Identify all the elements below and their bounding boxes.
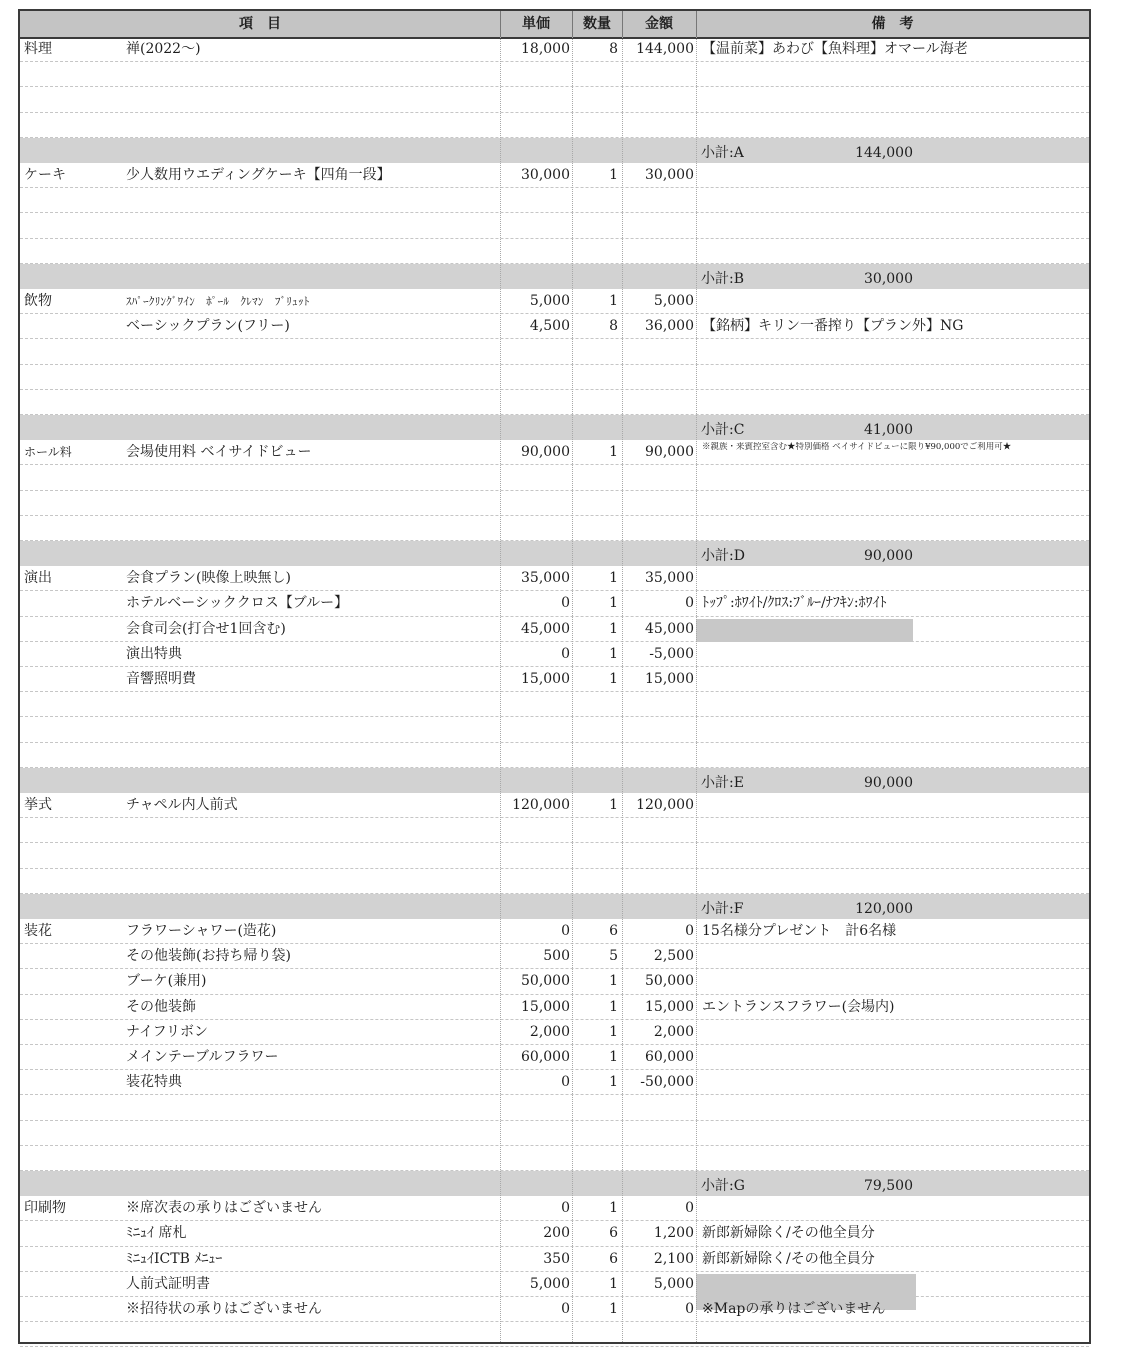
item-name: ベーシックプラン(フリー) [126,318,290,335]
unit-price: 45,000 [521,620,570,637]
header-remarks: 備 考 [871,16,914,32]
subtotal-value: 41,000 [864,422,913,438]
category-label: 飲物 [24,293,52,309]
subtotal-row [20,264,1089,289]
column-divider [500,37,501,1342]
remark [702,1070,1086,1095]
blank-row [20,692,1089,717]
quantity: 8 [609,41,618,57]
item-name: 少人数用ウエディングケーキ【四角一段】 [126,167,391,183]
subtotal-label: 小計:F [701,900,744,917]
subtotal-value: 79,500 [864,1178,913,1194]
amount: 35,000 [645,570,694,587]
quantity: 8 [609,318,618,335]
remark [702,642,1086,667]
table-row [20,1297,1089,1322]
unit-price: 0 [561,1301,570,1317]
table-row [20,944,1089,969]
blank-row [20,491,1089,516]
table-row [20,1247,1089,1272]
item-name: メインテーブルフラワー [126,1049,279,1065]
remark [702,1045,1086,1070]
quantity: 1 [609,973,618,990]
remark: エントランスフラワー(会場内) [702,998,895,1015]
unit-price: 30,000 [521,167,570,183]
table-row [20,566,1089,591]
amount: 5,000 [653,1275,694,1292]
unit-price: 90,000 [521,444,570,461]
table-row [20,995,1089,1020]
table-row [20,667,1089,692]
item-name: フラワーシャワー(造花) [126,923,277,939]
header-item: 項 目 [239,16,281,32]
amount: 60,000 [645,1049,694,1065]
blank-row [20,516,1089,541]
subtotal-label: 小計:C [701,422,745,438]
quantity: 1 [609,671,618,687]
item-name: 装花特典 [126,1074,182,1091]
blank-row [20,213,1089,238]
quantity: 6 [609,1250,618,1267]
unit-price: 15,000 [521,671,570,687]
item-name: チャペル内人前式 [126,797,238,813]
header-divider [696,11,697,37]
remark [702,969,1086,994]
table-row [20,1020,1089,1045]
subtotal-label: 小計:A [701,144,744,161]
subtotal-value: 144,000 [855,144,913,161]
remark [702,163,1086,188]
amount: 50,000 [645,973,694,990]
unit-price: 50,000 [521,973,570,990]
quantity: 6 [609,1225,618,1242]
item-name: ホテルベーシッククロス【ブルー】 [126,595,349,612]
category-label: 演出 [24,570,52,587]
table-row [20,163,1089,188]
item-name: ﾐﾆｭｲ 席札 [126,1225,187,1242]
remark: ※親族・来賓控室含む★特別価格 ベイサイドビューに限り¥90,000でご利用可★ [702,442,1012,453]
table-row [20,919,1089,944]
remark [702,1196,1086,1221]
table-row [20,289,1089,314]
remark [702,1020,1086,1045]
category-label: 装花 [24,923,52,939]
unit-price: 15,000 [521,998,570,1015]
header-quantity: 数量 [583,16,611,32]
category-label: 挙式 [24,797,52,813]
quantity: 6 [609,923,618,939]
quantity: 1 [609,998,618,1015]
blank-row [20,1322,1089,1347]
subtotal-row [20,894,1089,919]
unit-price: 0 [561,1074,570,1091]
unit-price: 500 [543,948,570,965]
table-row [20,440,1089,465]
table-row [20,1221,1089,1246]
blank-row [20,843,1089,868]
amount: 120,000 [636,797,694,813]
table-header [20,11,1089,39]
quantity: 1 [609,1200,618,1217]
blank-row [20,1095,1089,1120]
column-divider [572,37,573,1342]
remark [702,944,1086,969]
quotation-sheet [18,9,1091,1344]
quantity: 1 [609,444,618,461]
subtotal-row [20,541,1089,566]
category-label: 印刷物 [24,1200,66,1217]
item-name: 音響照明費 [126,671,196,687]
blank-row [20,339,1089,364]
table-row [20,314,1089,339]
blank-row [20,818,1089,843]
amount: 1,200 [653,1225,694,1242]
unit-price: 0 [561,923,570,939]
table-row [20,1070,1089,1095]
subtotal-value: 120,000 [855,900,913,917]
blank-row [20,1121,1089,1146]
quantity: 1 [609,1074,618,1091]
item-name: ｽﾊﾟｰｸﾘﾝｸﾞﾜｲﾝ ﾎﾟｰﾙ ｸﾚﾏﾝ ﾌﾞﾘｭｯﾄ [126,295,310,308]
remark [702,667,1086,692]
amount: 90,000 [645,444,694,461]
header-amount: 金額 [645,16,673,32]
amount: 15,000 [645,671,694,687]
blank-row [20,239,1089,264]
blank-row [20,62,1089,87]
item-name: ブーケ(兼用) [126,973,207,990]
quantity: 5 [609,948,618,965]
blank-row [20,365,1089,390]
remark: 【銘柄】キリン一番搾り【プラン外】NG [702,318,964,335]
blank-row [20,743,1089,768]
amount: 5,000 [653,293,694,309]
item-name: 会場使用料 ベイサイドビュー [126,444,312,461]
table-row [20,37,1089,62]
quantity: 1 [609,1275,618,1292]
unit-price: 120,000 [512,797,570,813]
item-name: ナイフリボン [126,1023,209,1040]
unit-price: 4,500 [529,318,570,335]
blank-row [20,717,1089,742]
table-row [20,969,1089,994]
remark: 新郎新婦除く/その他全員分 [702,1225,875,1242]
subtotal-label: 小計:E [701,774,744,791]
amount: 0 [685,923,694,939]
table-row [20,1272,1089,1297]
blank-row [20,869,1089,894]
amount: 0 [685,1301,694,1317]
quantity: 1 [609,1301,618,1317]
blank-row [20,1146,1089,1171]
unit-price: 200 [543,1225,570,1242]
header-divider [572,11,573,37]
item-name: ﾐﾆｭｲICTB ﾒﾆｭｰ [126,1250,223,1267]
quantity: 1 [609,167,618,183]
category-label: 料理 [24,41,52,57]
unit-price: 2,000 [529,1023,570,1040]
remark: 【温前菜】あわび【魚料理】オマール海老 [702,41,968,57]
table-row [20,1196,1089,1221]
item-name: その他装飾(お持ち帰り袋) [126,948,291,965]
amount: 0 [685,595,694,612]
table-row [20,617,1089,642]
remark [702,566,1086,591]
subtotal-row [20,138,1089,163]
amount: 36,000 [645,318,694,335]
amount: 45,000 [645,620,694,637]
item-name: 人前式証明書 [126,1275,210,1292]
quantity: 1 [609,293,618,309]
subtotal-value: 90,000 [864,774,913,791]
amount: 144,000 [636,41,694,57]
subtotal-row [20,768,1089,793]
item-name: 禅(2022〜) [126,41,201,57]
unit-price: 18,000 [521,41,570,57]
unit-price: 35,000 [521,570,570,587]
quantity: 1 [609,620,618,637]
amount: 2,500 [653,948,694,965]
quantity: 1 [609,570,618,587]
amount: -5,000 [649,645,694,662]
blank-row [20,390,1089,415]
quantity: 1 [609,645,618,662]
unit-price: 350 [543,1250,570,1267]
item-name: ※招待状の承りはございません [126,1301,322,1317]
subtotal-value: 90,000 [864,548,913,564]
remark: ※Mapの承りはございません [702,1301,886,1317]
category-label: ホール料 [24,445,72,460]
subtotal-label: 小計:B [701,270,745,287]
blank-row [20,113,1089,138]
amount: 30,000 [645,167,694,183]
subtotal-value: 30,000 [864,270,913,287]
subtotal-row [20,1171,1089,1196]
remark: ﾄｯﾌﾟ:ﾎﾜｲﾄ/ｸﾛｽ:ﾌﾞﾙｰ/ﾅﾌｷﾝ:ﾎﾜｲﾄ [702,595,887,612]
column-divider [696,37,697,1342]
redacted-block [696,619,913,642]
amount: 15,000 [645,998,694,1015]
amount: 2,100 [653,1250,694,1267]
table-row [20,1045,1089,1070]
header-divider [500,11,501,37]
header-divider [622,11,623,37]
amount: -50,000 [640,1074,694,1091]
table-row [20,793,1089,818]
amount: 2,000 [653,1023,694,1040]
remark [702,289,1086,314]
subtotal-row [20,415,1089,440]
table-row [20,642,1089,667]
item-name: 会食司会(打合せ1回含む) [126,620,286,637]
item-name: ※席次表の承りはございません [126,1200,322,1217]
remark: 新郎新婦除く/その他全員分 [702,1250,875,1267]
amount: 0 [685,1200,694,1217]
quantity: 1 [609,595,618,612]
header-unit-price: 単価 [522,16,550,32]
quantity: 1 [609,1023,618,1040]
item-name: 演出特典 [126,645,182,662]
remark [702,793,1086,818]
column-divider [622,37,623,1342]
subtotal-label: 小計:D [701,548,745,564]
unit-price: 0 [561,645,570,662]
remark: 15名様分プレゼント 計6名様 [702,923,897,939]
category-label: ケーキ [24,167,66,183]
unit-price: 5,000 [529,293,570,309]
blank-row [20,188,1089,213]
subtotal-label: 小計:G [701,1178,745,1194]
table-row [20,591,1089,616]
unit-price: 5,000 [529,1275,570,1292]
quantity: 1 [609,797,618,813]
quantity: 1 [609,1049,618,1065]
blank-row [20,87,1089,112]
unit-price: 60,000 [521,1049,570,1065]
item-name: 会食プラン(映像上映無し) [126,570,291,587]
unit-price: 0 [561,595,570,612]
blank-row [20,465,1089,490]
item-name: その他装飾 [126,998,196,1015]
unit-price: 0 [561,1200,570,1217]
